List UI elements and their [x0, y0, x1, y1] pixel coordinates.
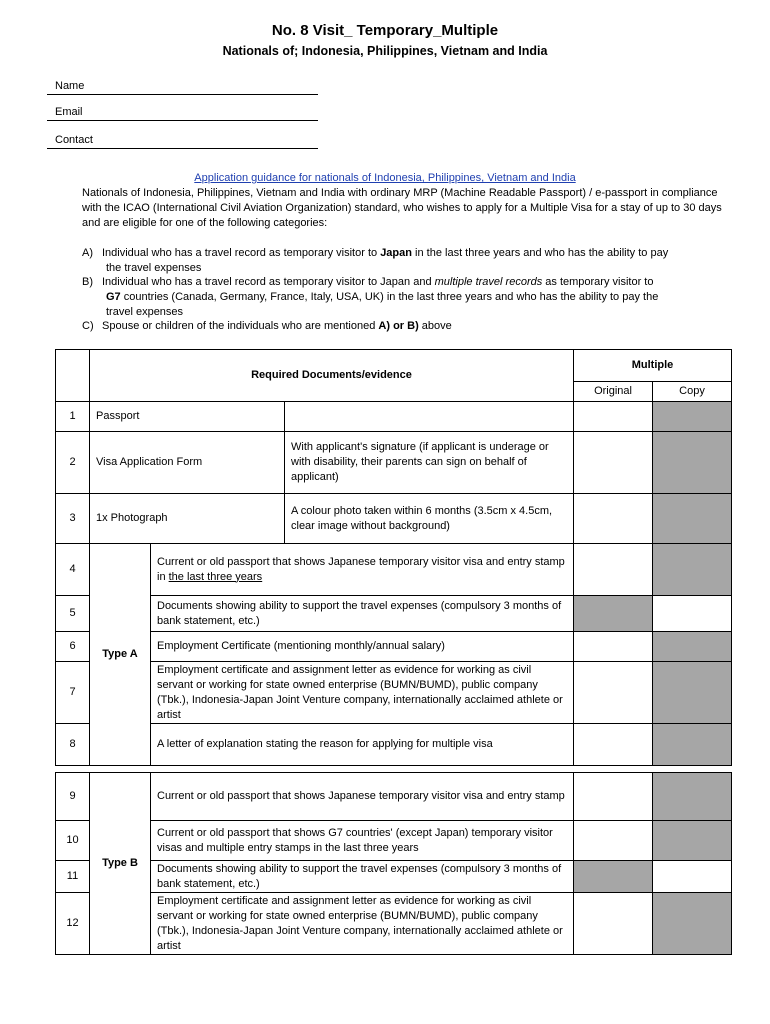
row-number: 1: [56, 402, 90, 432]
required-documents-table: [55, 349, 732, 955]
original-checkbox[interactable]: [574, 632, 653, 662]
type-a-label: Type A: [90, 544, 151, 766]
original-checkbox[interactable]: [574, 724, 653, 766]
row-number: 7: [56, 662, 90, 724]
original-checkbox[interactable]: [574, 821, 653, 861]
contact-field[interactable]: [47, 132, 318, 149]
criterion-bold: A) or B): [378, 320, 419, 332]
email-field[interactable]: [47, 104, 318, 121]
document-text: Current or old passport that shows Japanese temporary visitor visa and entry stamp in: [157, 555, 565, 583]
document-name: Employment certificate and assignment letter as evidence for working as civil servant or working for state owned enterprise (BUMN/BUMD), public company (Tbk.), Indonesia-Japan Joint Venture company, internationally acclaimed athlete or artist: [151, 662, 574, 724]
criterion-continuation: the travel expenses: [106, 262, 202, 274]
document-note: With applicant's signature (if applicant is underage or with disability, their parents can sign on behalf of applicant): [285, 432, 574, 494]
contact-label: Contact: [55, 134, 93, 146]
original-checkbox[interactable]: [574, 773, 653, 821]
table-row: [56, 861, 732, 893]
criterion-label: A): [82, 247, 93, 259]
table-row: [56, 402, 732, 432]
document-name: Documents showing ability to support the travel expenses (compulsory 3 months of bank statement, etc.): [151, 596, 574, 632]
document-name: Visa Application Form: [90, 432, 285, 494]
criterion-text: above: [418, 320, 452, 332]
criterion-text: Individual who has a travel record as temporary visitor to: [102, 247, 381, 259]
page-subtitle: Nationals of; Indonesia, Philippines, Vietnam and India: [222, 44, 548, 58]
document-note: [285, 402, 574, 432]
page-title: No. 8 Visit_ Temporary_Multiple: [271, 22, 499, 39]
criterion-text: as temporary visitor to: [542, 276, 654, 288]
criterion-label: B): [82, 276, 93, 288]
row-number: 12: [56, 893, 90, 955]
row-number: 11: [56, 861, 90, 893]
row-number: 2: [56, 432, 90, 494]
table-row: [56, 432, 732, 494]
copy-na-cell: [653, 662, 732, 724]
criterion-italic: multiple travel records: [434, 276, 543, 288]
copy-checkbox[interactable]: [653, 861, 732, 893]
criterion-bold: Japan: [380, 247, 412, 259]
document-name: A letter of explanation stating the reason for applying for multiple visa: [151, 724, 574, 766]
copy-na-cell: [653, 432, 732, 494]
copy-na-cell: [653, 494, 732, 544]
document-name: 1x Photograph: [90, 494, 285, 544]
guidance-intro: Nationals of Indonesia, Philippines, Vietnam and India with ordinary MRP (Machine Readable Passport) / e-passport in compliance with the ICAO (International Civil Aviation Organization) standard, who wishes to apply for a Multiple Visa for a stay of up to 30 days and are eligible for one of the following categories:: [82, 187, 722, 229]
row-number: 3: [56, 494, 90, 544]
document-name: [151, 544, 574, 596]
copy-na-cell: [653, 821, 732, 861]
gap-cell: [56, 766, 732, 773]
table-row: [56, 494, 732, 544]
name-field[interactable]: [47, 78, 318, 95]
original-checkbox[interactable]: [574, 402, 653, 432]
section-gap: [56, 766, 732, 773]
table-row: [56, 893, 732, 955]
original-checkbox[interactable]: [574, 544, 653, 596]
original-checkbox[interactable]: [574, 662, 653, 724]
row-number: 10: [56, 821, 90, 861]
original-na-cell: [574, 596, 653, 632]
table-row: [56, 724, 732, 766]
copy-na-cell: [653, 724, 732, 766]
header-multiple: Multiple: [574, 350, 732, 382]
email-label: Email: [55, 106, 83, 118]
row-number: 8: [56, 724, 90, 766]
original-checkbox[interactable]: [574, 893, 653, 955]
table-row: [56, 596, 732, 632]
document-underline: the last three years: [168, 570, 263, 583]
document-name: Employment Certificate (mentioning monthly/annual salary): [151, 632, 574, 662]
document-name: Current or old passport that shows G7 countries' (except Japan) temporary visitor visas and multiple entry stamps in the last three years: [151, 821, 574, 861]
copy-na-cell: [653, 402, 732, 432]
row-number: 5: [56, 596, 90, 632]
criterion-text: Individual who has a travel record as temporary visitor to Japan and: [102, 276, 435, 288]
criterion-text: in the last three years and who has the ability to pay: [411, 247, 669, 259]
criterion-continuation: countries (Canada, Germany, France, Italy, USA, UK) in the last three years and who has the ability to pay the: [120, 291, 659, 303]
header-original: Original: [574, 382, 653, 402]
criterion-label: C): [82, 320, 94, 332]
table-row: [56, 544, 732, 596]
document-note: A colour photo taken within 6 months (3.5cm x 4.5cm, clear image without background): [285, 494, 574, 544]
table-row: [56, 662, 732, 724]
header-copy: Copy: [653, 382, 732, 402]
type-b-label: Type B: [90, 773, 151, 955]
document-name: Employment certificate and assignment letter as evidence for working as civil servant or working for state owned enterprise (BUMN/BUMD), public company (Tbk.), Indonesia-Japan Joint Venture company, internationally acclaimed athlete or artist: [151, 893, 574, 955]
copy-na-cell: [653, 544, 732, 596]
copy-na-cell: [653, 893, 732, 955]
header-required-documents: Required Documents/evidence: [90, 350, 574, 402]
original-checkbox[interactable]: [574, 432, 653, 494]
document-name: Documents showing ability to support the travel expenses (compulsory 3 months of bank statement, etc.): [151, 861, 574, 893]
row-number: 4: [56, 544, 90, 596]
table-row: [56, 821, 732, 861]
copy-na-cell: [653, 773, 732, 821]
document-name: Passport: [90, 402, 285, 432]
corner-cell: [56, 350, 90, 402]
criterion-continuation: travel expenses: [106, 306, 184, 318]
name-label: Name: [55, 80, 85, 92]
criterion-text: Spouse or children of the individuals who are mentioned: [102, 320, 379, 332]
criterion-bold: G7: [106, 291, 121, 303]
row-number: 6: [56, 632, 90, 662]
original-checkbox[interactable]: [574, 494, 653, 544]
copy-na-cell: [653, 632, 732, 662]
document-name: Current or old passport that shows Japanese temporary visitor visa and entry stamp: [151, 773, 574, 821]
guidance-link[interactable]: Application guidance for nationals of Indonesia, Philippines, Vietnam and India: [194, 172, 576, 184]
row-number: 9: [56, 773, 90, 821]
table-row: [56, 773, 732, 821]
copy-checkbox[interactable]: [653, 596, 732, 632]
original-na-cell: [574, 861, 653, 893]
table-row: [56, 632, 732, 662]
